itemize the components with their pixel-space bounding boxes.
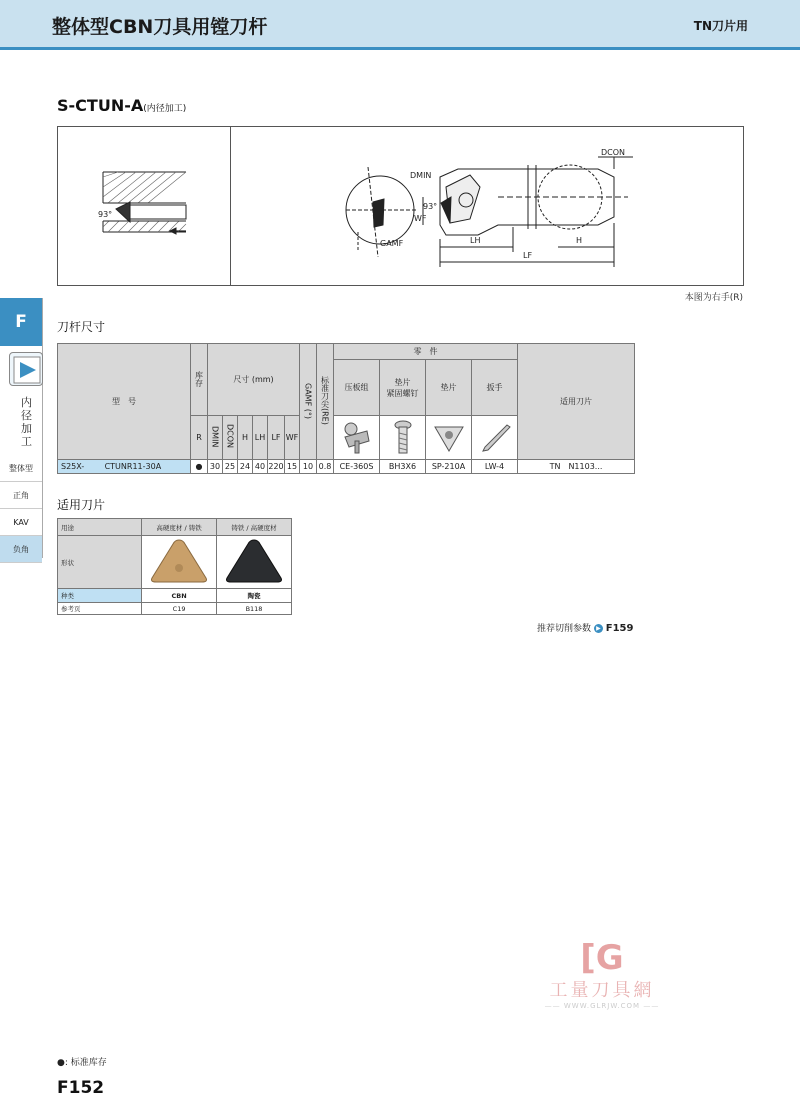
watermark [532, 940, 672, 1010]
sidebar-item-kav[interactable]: KAV [0, 509, 42, 536]
holder-spec-table [57, 343, 635, 474]
cell-wrench: LW-4 [472, 460, 518, 474]
col-shim-screw: 垫片 紧固螺钉 [380, 360, 426, 416]
col-inserts: 适用刀片 [518, 344, 635, 460]
sidebar-item-positive[interactable]: 正角 [0, 482, 42, 509]
cell-stock: ● [191, 460, 208, 474]
diagram-box [57, 126, 744, 286]
svg-text:H: H [576, 236, 583, 245]
col-dcon: DCON [223, 416, 238, 460]
header-category: TN刀片用 [693, 19, 748, 33]
ins-shape-ceramic [217, 536, 292, 589]
recommended-params-link[interactable]: 推荐切削参数 ▶ F159 [537, 623, 634, 634]
col-h: H [238, 416, 253, 460]
col-wf: WF [285, 416, 300, 460]
col-lf: LF [268, 416, 285, 460]
holder-labels [380, 148, 625, 260]
cell-gamf: 10 [300, 460, 317, 474]
col-corner-radius: 标准刀尖(RE) [317, 344, 334, 460]
chapter-tab[interactable]: F [0, 298, 42, 346]
cell-dmin: 30 [208, 460, 223, 474]
header-title: 整体型CBN刀具用镗刀杆 [52, 16, 268, 38]
watermark-logo: [G [580, 938, 624, 978]
col-clamp: 压板组 [334, 360, 380, 416]
sidebar-item-solid[interactable]: 整体型 [0, 455, 42, 482]
col-shim: 垫片 [426, 360, 472, 416]
cbn-insert-image [144, 536, 214, 586]
sidebar-menu [0, 455, 42, 563]
cell-shim: SP-210A [426, 460, 472, 474]
arrow-right-icon: ▶ [594, 624, 603, 633]
col-gamf: GAMF (°) [300, 344, 317, 460]
section-title [57, 96, 186, 115]
cell-re: 0.8 [317, 460, 334, 474]
ins-ref-cbn[interactable]: C19 [142, 603, 217, 615]
ins-use-cbn: 高硬度材 / 铸铁 [142, 519, 217, 536]
internal-machining-icon [9, 352, 43, 386]
table-row-model: S25X- CTUNR11-30A [58, 460, 191, 474]
wrench-image [472, 416, 518, 460]
product-subtitle: (内径加工) [143, 104, 187, 114]
cell-wf: 15 [285, 460, 300, 474]
ins-type-cbn: CBN [142, 589, 217, 603]
page-number: F152 [57, 1078, 105, 1098]
col-stock: 库存 [191, 344, 208, 416]
col-wrench: 扳手 [472, 360, 518, 416]
inserts-title: 适用刀片 [57, 498, 106, 512]
ins-type-ceramic: 陶瓷 [217, 589, 292, 603]
cell-clamp: CE-360S [334, 460, 380, 474]
product-code: S-CTUN-A [57, 96, 144, 115]
page-header [0, 0, 800, 50]
svg-text:GAMF: GAMF [380, 239, 404, 248]
watermark-url: —— WWW.GLRJW.COM —— [544, 1002, 660, 1010]
svg-text:LF: LF [523, 251, 533, 260]
ins-label-ref: 参考页 [58, 603, 142, 615]
inserts-table [57, 518, 292, 615]
ins-label-type: 种类 [58, 589, 142, 603]
cell-lf: 220 [268, 460, 285, 474]
ins-label-shape: 形状 [58, 536, 142, 589]
svg-text:WF: WF [414, 214, 427, 223]
col-dmin: DMIN [208, 416, 223, 460]
cell-lh: 40 [253, 460, 268, 474]
svg-text:DCON: DCON [601, 148, 626, 157]
col-r: R [191, 416, 208, 460]
stock-legend: ●: 标准库存 [57, 1058, 107, 1068]
sidebar-category-label: 内径加工 [21, 396, 32, 448]
col-model: 型 号 [58, 344, 191, 460]
toolholder-diagram [58, 127, 745, 287]
cell-inserts: TN N1103... [518, 460, 635, 474]
ins-label-use: 用途 [58, 519, 142, 536]
cell-dcon: 25 [223, 460, 238, 474]
ceramic-insert-image [219, 536, 289, 586]
sidebar-item-negative[interactable]: 负角 [0, 536, 42, 563]
left-angle-label: 93° [98, 210, 113, 219]
col-parts: 零 件 [334, 344, 518, 360]
col-lh: LH [253, 416, 268, 460]
cell-h: 24 [238, 460, 253, 474]
holder-dims-title: 刀杆尺寸 [57, 320, 106, 334]
shim-image [426, 416, 472, 460]
watermark-text: 工量刀具網 [549, 980, 655, 1001]
svg-text:LH: LH [470, 236, 481, 245]
svg-text:93°: 93° [423, 202, 438, 211]
ins-shape-cbn [142, 536, 217, 589]
ins-ref-ceramic[interactable]: B118 [217, 603, 292, 615]
sidebar-divider [42, 298, 43, 558]
svg-text:DMIN: DMIN [410, 171, 432, 180]
bore-sketch [103, 172, 186, 234]
holder-sketch [346, 157, 633, 267]
clamp-image [334, 416, 380, 460]
right-hand-note: 本图为右手(R) [684, 293, 743, 303]
screw-image [380, 416, 426, 460]
ins-use-ceramic: 铸铁 / 高硬度材 [217, 519, 292, 536]
col-dimensions: 尺寸 (mm) [208, 344, 300, 416]
cell-screw: BH3X6 [380, 460, 426, 474]
